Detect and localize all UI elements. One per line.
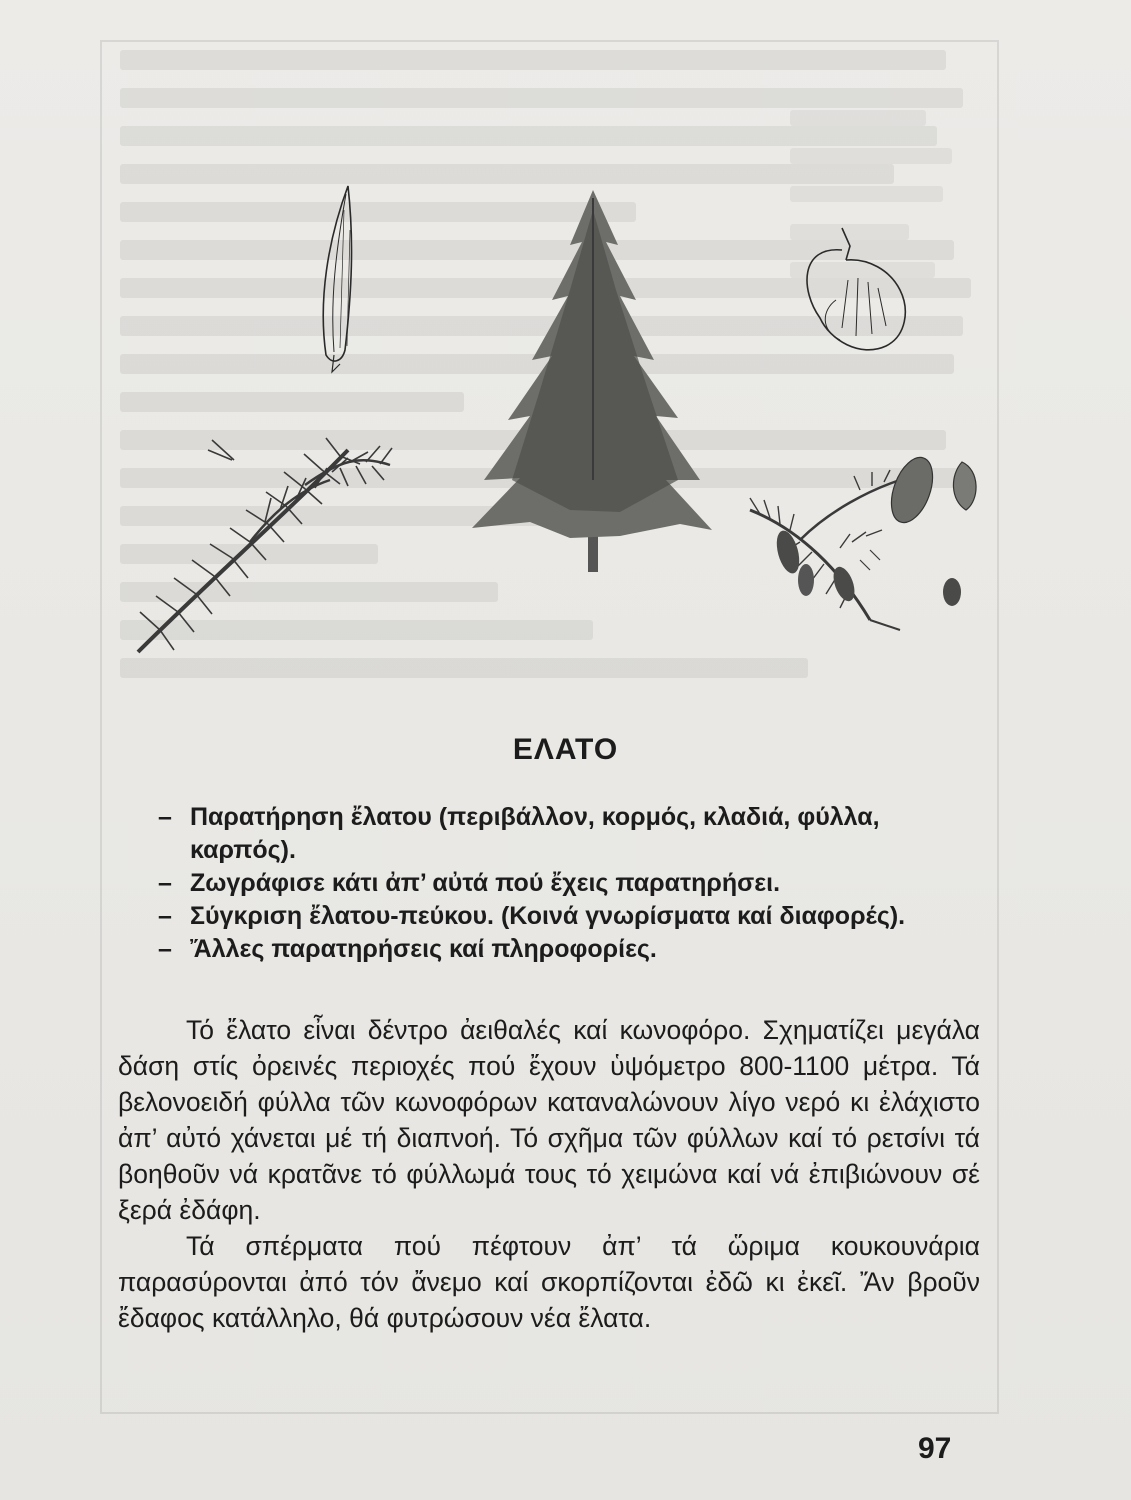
cone-scale-icon xyxy=(807,228,905,350)
paragraph: Τό ἔλατο εἶναι δέντρο ἀειθαλές καί κωνοφόρο. Σχηματίζει μεγάλα δάση στίς ὀρεινές περιοχές πού ἔχουν ὑψόμετρο 800-1100 μέτρα. Τά βελονοειδή φύλλα τῶν κωνοφόρων καταναλώνουν λίγο νερό κι ἐλάχιστο ἀπ’ αὐτό χάνεται μέ τή διαπνοή. Τό σχῆμα τῶν φύλλων καί τό ρετσίνι τά βοηθοῦν νά κρατᾶνε τό φύλλωμά τους τό χειμώνα καί νά ἐπιβιώνουν σέ ξερά ἐδάφη. xyxy=(118,1015,980,1225)
fir-tree-icon xyxy=(472,190,712,572)
paragraph: Τά σπέρματα πού πέφτουν ἀπ’ τά ὥριμα κουκουνάρια παρασύρονται ἀπό τόν ἄνεμο καί σκορπίζονται ἐδῶ κι ἐκεῖ. Ἄν βροῦν ἔδαφος κατάλληλο, θά φυτρώσουν νέα ἔλατα. xyxy=(118,1231,980,1333)
task-text: Ἄλλες παρατηρήσεις καί πληροφορίες. xyxy=(190,935,657,963)
list-item: – Παρατήρηση ἔλατου (περιβάλλον, κορμός, κλαδιά, φύλλα, καρπός). xyxy=(158,803,880,864)
branch-with-cones-icon xyxy=(750,452,976,630)
page-number: 97 xyxy=(918,1432,952,1465)
task-text: Παρατήρηση ἔλατου (περιβάλλον, κορμός, κλαδιά, φύλλα, καρπός). xyxy=(190,803,880,864)
body-text xyxy=(118,1012,980,1336)
list-item: – Σύγκριση ἔλατου-πεύκου. (Κοινά γνωρίσματα καί διαφορές). xyxy=(158,902,906,930)
page-title: ΕΛΑΤΟ xyxy=(512,733,619,766)
needle-leaf-icon xyxy=(323,186,351,372)
fir-branch-icon xyxy=(138,438,392,652)
task-text: Σύγκριση ἔλατου-πεύκου. (Κοινά γνωρίσματα καί διαφορές). xyxy=(190,902,906,930)
list-item: – Ζωγράφισε κάτι ἀπ’ αὐτά πού ἔχεις παρατηρήσει. xyxy=(158,869,781,897)
illustration-group xyxy=(100,150,1000,750)
list-item: – Ἄλλες παρατηρήσεις καί πληροφορίες. xyxy=(158,935,657,963)
task-text: Ζωγράφισε κάτι ἀπ’ αὐτά πού ἔχεις παρατηρήσει. xyxy=(190,869,781,897)
task-list xyxy=(158,801,988,966)
